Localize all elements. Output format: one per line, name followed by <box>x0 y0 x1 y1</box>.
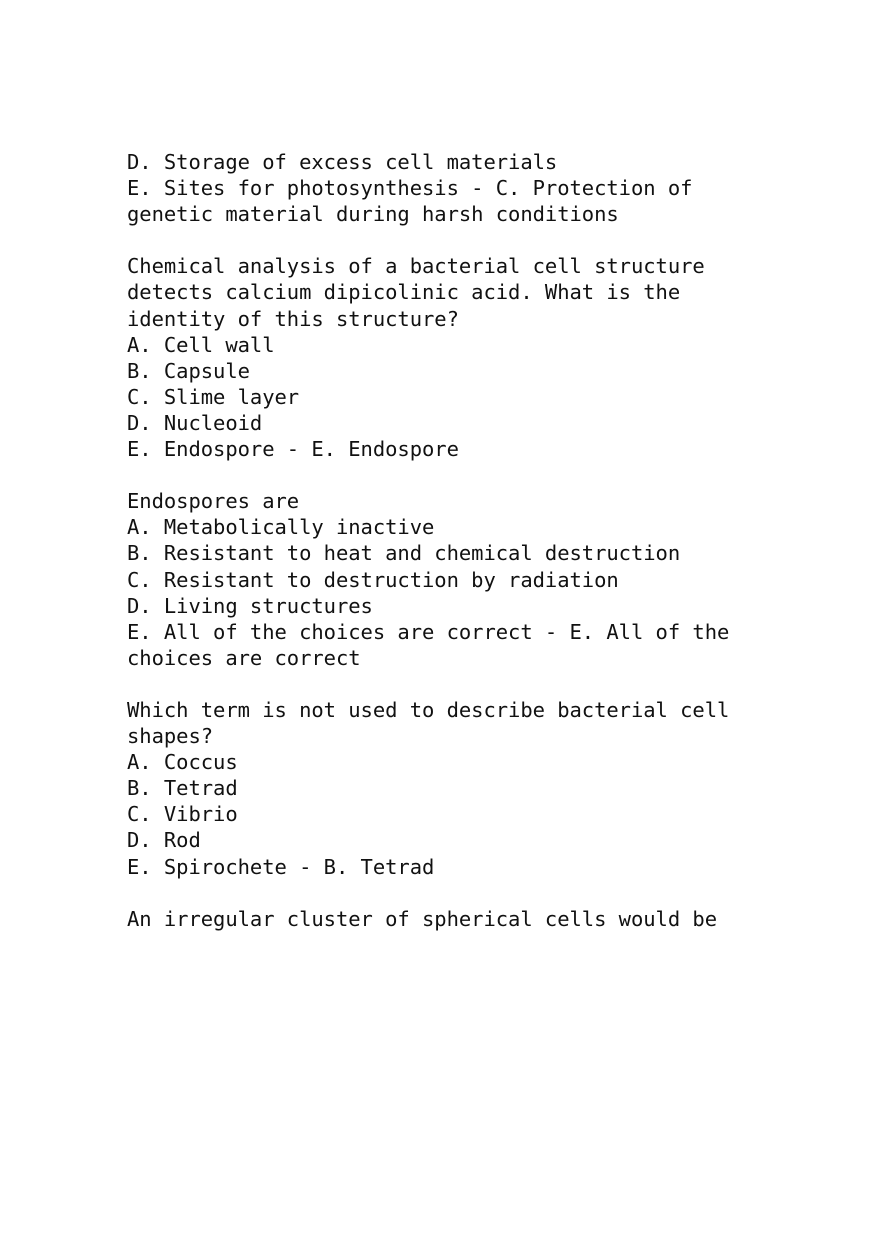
question-block-3 <box>127 488 827 671</box>
question-text-line: Endospores are <box>127 489 300 514</box>
option-line: B. Tetrad <box>127 776 238 801</box>
option-line: C. Resistant to destruction by radiation <box>127 567 619 592</box>
question-text-line: shapes? <box>127 724 214 749</box>
document-text <box>127 149 827 932</box>
option-line: A. Cell wall <box>127 332 275 357</box>
option-answer-line: E. All of the choices are correct - E. All of the <box>127 619 730 644</box>
question-block-1-tail <box>127 149 827 227</box>
option-line: B. Capsule <box>127 358 250 383</box>
option-line: B. Resistant to heat and chemical destruction <box>127 541 681 566</box>
question-text-line: An irregular cluster of spherical cells would be <box>127 906 718 931</box>
paragraph-gap <box>127 462 827 488</box>
question-text-line: detects calcium dipicolinic acid. What is the <box>127 280 681 305</box>
question-block-4 <box>127 697 827 880</box>
option-line: C. Vibrio <box>127 802 238 827</box>
option-line: D. Storage of excess cell materials <box>127 150 558 174</box>
option-line: D. Nucleoid <box>127 410 263 435</box>
option-line: C. Slime layer <box>127 384 300 409</box>
option-line: A. Metabolically inactive <box>127 515 435 540</box>
question-text-line: Chemical analysis of a bacterial cell structure <box>127 254 705 279</box>
question-text-line: identity of this structure? <box>127 306 459 331</box>
option-answer-line: E. Spirochete - B. Tetrad <box>127 854 435 879</box>
paragraph-gap <box>127 671 827 697</box>
answer-continuation-line: genetic material during harsh conditions <box>127 202 619 227</box>
option-line: D. Rod <box>127 828 201 853</box>
option-answer-line: E. Endospore - E. Endospore <box>127 437 459 462</box>
question-text-line: Which term is not used to describe bacterial cell <box>127 697 730 722</box>
question-block-5 <box>127 906 827 932</box>
question-block-2 <box>127 253 827 462</box>
paragraph-gap <box>127 227 827 253</box>
paragraph-gap <box>127 880 827 906</box>
option-line: D. Living structures <box>127 593 373 618</box>
option-line: A. Coccus <box>127 750 238 775</box>
option-answer-line: E. Sites for photosynthesis - C. Protection of <box>127 176 693 201</box>
answer-continuation-line: choices are correct <box>127 645 361 670</box>
